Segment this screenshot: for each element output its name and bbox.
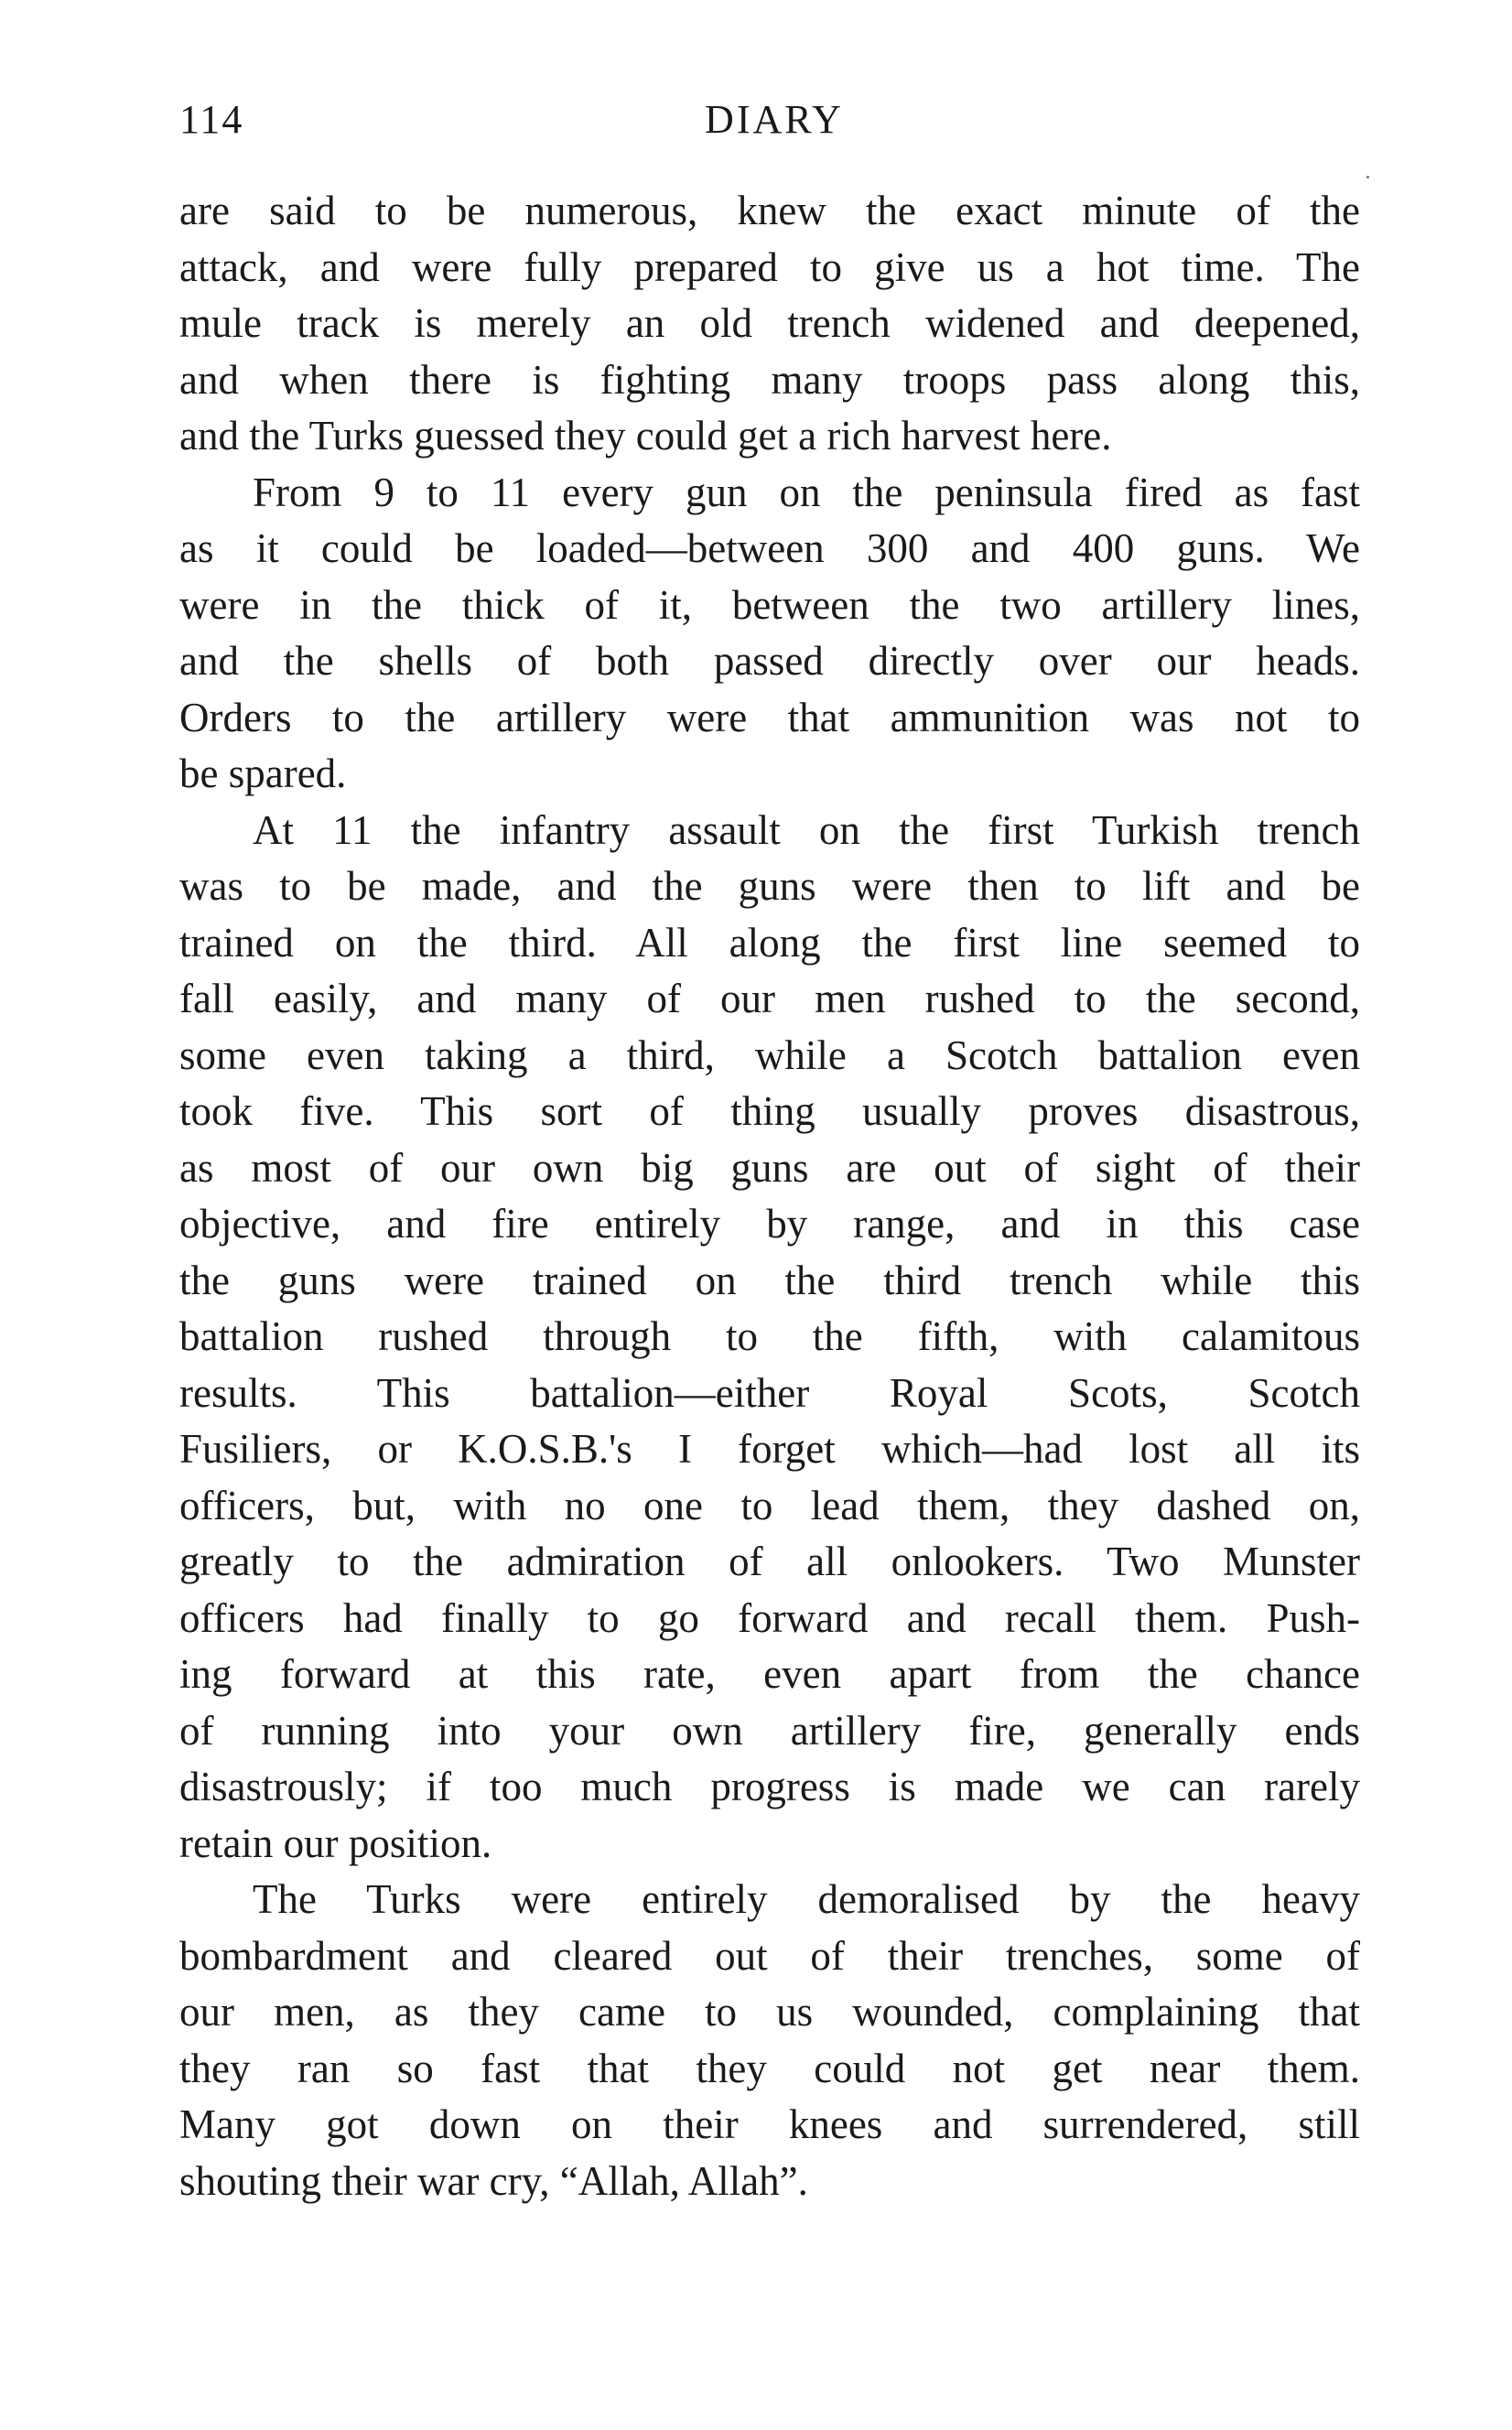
text-line: disastrously; if too much progress is made we can rarely xyxy=(179,1764,1360,1809)
text-line: results. This battalion—either Royal Scots, Scotch xyxy=(179,1369,1360,1416)
text-line: and when there is fighting many troops pass along this, xyxy=(179,356,1360,403)
text-line: At 11 the infantry assault on the first Turkish trench xyxy=(253,806,1360,853)
text-line: officers, but, with no one to lead them, they dashed on, xyxy=(179,1482,1360,1528)
text-line: the guns were trained on the third trench while this xyxy=(179,1257,1360,1303)
paragraph xyxy=(179,183,1360,465)
text-line: of running into your own artillery fire, generally ends xyxy=(179,1707,1360,1754)
text-line: they ran so fast that they could not get near them. xyxy=(179,2045,1360,2091)
text-line: fall easily, and many of our men rushed to the second, xyxy=(179,976,1360,1021)
text-line: bombardment and cleared out of their trenches, some of xyxy=(179,1932,1360,1979)
page-header xyxy=(179,96,1369,160)
text-line: some even taking a third, while a Scotch battalion even xyxy=(179,1031,1360,1078)
text-line: ing forward at this rate, even apart from the chance xyxy=(179,1651,1360,1697)
text-line: From 9 to 11 every gun on the peninsula fired as fast xyxy=(253,469,1360,515)
body-text xyxy=(179,183,1360,2209)
text-line: and the Turks guessed they could get a rich harvest here. xyxy=(179,413,1112,459)
text-line: and the shells of both passed directly over our heads. xyxy=(179,638,1360,684)
print-speck xyxy=(1366,176,1369,178)
text-line: was to be made, and the guns were then to lift and be xyxy=(179,863,1360,909)
text-line: battalion rushed through to the fifth, with calamitous xyxy=(179,1313,1360,1359)
page-number: 114 xyxy=(179,97,244,142)
text-line: mule track is merely an old trench widened and deepened, xyxy=(179,300,1360,346)
text-line: Orders to the artillery were that ammunition was not to xyxy=(179,694,1360,740)
text-line: took five. This sort of thing usually proves disastrous, xyxy=(179,1088,1360,1134)
paragraph xyxy=(179,465,1360,803)
text-line: shouting their war cry, “Allah, Allah”. xyxy=(179,2157,808,2204)
paragraph xyxy=(179,1872,1360,2209)
text-line: trained on the third. All along the first line seemed to xyxy=(179,919,1360,966)
text-line: retain our position. xyxy=(179,1820,492,1866)
text-line: our men, as they came to us wounded, complaining that xyxy=(179,1989,1360,2035)
text-line: Fusiliers, or K.O.S.B.'s I forget which—had lost all its xyxy=(179,1426,1360,1472)
text-line: attack, and were fully prepared to give us a hot time. The xyxy=(179,243,1360,290)
text-line: greatly to the admiration of all onlookers. Two Munster xyxy=(179,1539,1360,1584)
text-line: as it could be loaded—between 300 and 400 guns. We xyxy=(179,525,1360,571)
text-line: be spared. xyxy=(179,751,347,796)
text-line: were in the thick of it, between the two artillery lines, xyxy=(179,581,1360,628)
text-line: objective, and fire entirely by range, and in this case xyxy=(179,1201,1360,1247)
text-line: as most of our own big guns are out of sight of their xyxy=(179,1144,1360,1191)
text-line: Many got down on their knees and surrendered, still xyxy=(179,2101,1360,2147)
text-line: The Turks were entirely demoralised by the heavy xyxy=(253,1876,1360,1922)
paragraph xyxy=(179,803,1360,1873)
text-line: are said to be numerous, knew the exact minute of the xyxy=(179,188,1360,233)
running-head: DIARY xyxy=(705,97,844,142)
text-line: officers had finally to go forward and recall them. Push- xyxy=(179,1594,1360,1641)
